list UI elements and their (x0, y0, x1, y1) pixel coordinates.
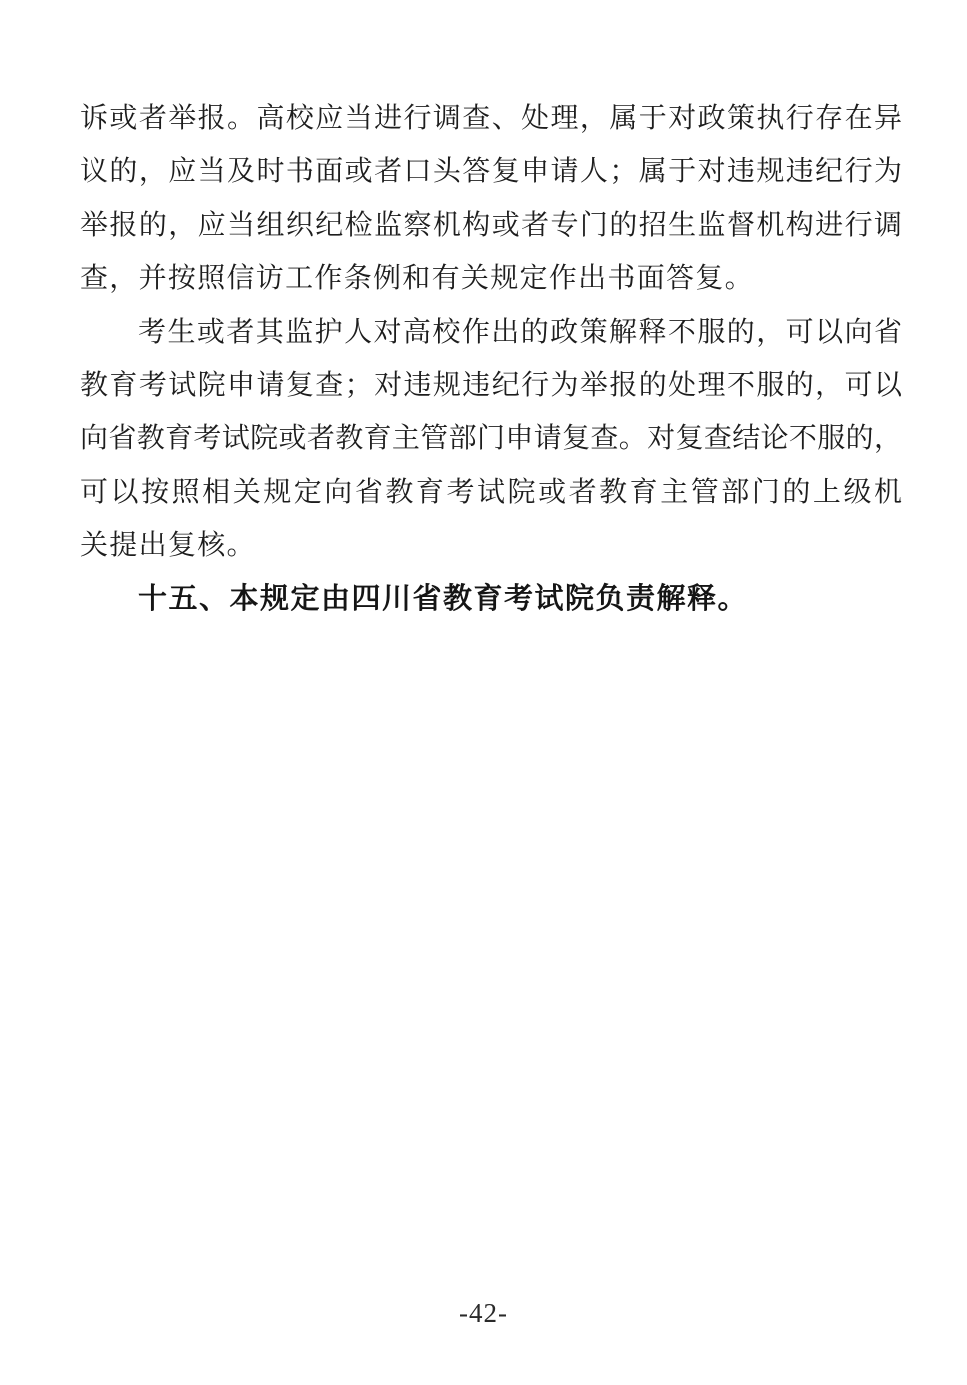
text-line: 查，并按照信访工作条例和有关规定作出书面答复。 (80, 263, 754, 295)
page-number: -42- (459, 1298, 508, 1328)
text-line: 关提出复核。 (80, 530, 256, 562)
text-line: 向省教育考试院或者教育主管部门申请复查。对复查结论不服的， (80, 423, 902, 455)
text-line: 教育考试院申请复查；对违规违纪行为举报的处理不服的，可以 (80, 370, 902, 402)
document-text-block (80, 92, 902, 626)
text-line: 诉或者举报。高校应当进行调查、处理，属于对政策执行存在异 (80, 103, 902, 134)
text-line: 可以按照相关规定向省教育考试院或者教育主管部门的上级机 (80, 476, 902, 508)
section-heading-line: 十五、本规定由四川省教育考试院负责解释。 (138, 582, 749, 615)
text-line: 举报的，应当组织纪检监察机构或者专门的招生监督机构进行调 (80, 209, 902, 241)
text-line: 考生或者其监护人对高校作出的政策解释不服的，可以向省 (138, 316, 902, 348)
text-line: 议的，应当及时书面或者口头答复申请人；属于对违规违纪行为 (80, 156, 902, 188)
